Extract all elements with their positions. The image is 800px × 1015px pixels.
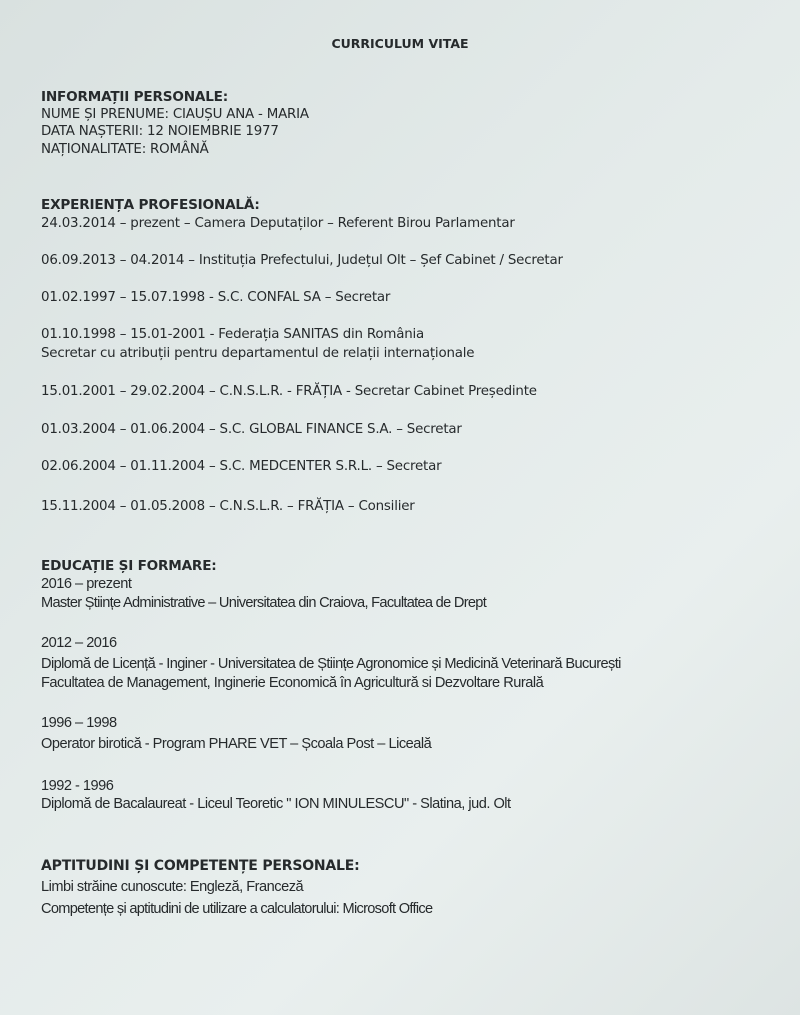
experience-line: 01.10.1998 – 15.01-2001 - Federația SANITAS din România — [41, 327, 425, 342]
education-line: 2012 – 2016 — [41, 635, 117, 651]
experience-line: 15.11.2004 – 01.05.2008 – C.N.S.L.R. – FRĂȚIA – Consilier — [41, 499, 415, 514]
education-line: Diplomă de Licență - Inginer - Universitatea de Științe Agronomice și Medicină Veterinară București — [41, 656, 621, 672]
document-title: CURRICULUM VITAE — [331, 36, 469, 51]
experience-line: 02.06.2004 – 01.11.2004 – S.C. MEDCENTER S.R.L. – Secretar — [41, 459, 442, 474]
experience-line: 01.03.2004 – 01.06.2004 – S.C. GLOBAL FINANCE S.A. – Secretar — [41, 422, 462, 437]
education-line: Diplomă de Bacalaureat - Liceul Teoretic " ION MINULESCU" - Slatina, jud. Olt — [41, 796, 511, 812]
experience-line: Secretar cu atribuții pentru departamentul de relații internaționale — [41, 346, 475, 361]
personal-nationality: NAȚIONALITATE: ROMÂNĂ — [41, 142, 209, 157]
skills-line: Competențe și aptitudini de utilizare a calculatorului: Microsoft Office — [41, 901, 433, 917]
education-line: 2016 – prezent — [41, 576, 132, 592]
education-line: 1992 - 1996 — [41, 778, 114, 794]
section-heading-education: EDUCAȚIE ȘI FORMARE: — [41, 558, 217, 574]
experience-line: 01.02.1997 – 15.07.1998 - S.C. CONFAL SA – Secretar — [41, 290, 391, 305]
skills-line: Limbi străine cunoscute: Engleză, Franceză — [41, 879, 304, 895]
section-heading-experience: EXPERIENȚA PROFESIONALĂ: — [41, 197, 260, 213]
section-heading-skills: APTITUDINI ȘI COMPETENȚE PERSONALE: — [41, 858, 360, 874]
education-line: Operator birotică - Program PHARE VET – Școala Post – Liceală — [41, 736, 432, 752]
section-heading-personal: INFORMAȚII PERSONALE: — [41, 89, 229, 105]
education-line: Master Științe Administrative – Universitatea din Craiova, Facultatea de Drept — [41, 595, 487, 611]
personal-name: NUME ȘI PRENUME: CIAUȘU ANA - MARIA — [41, 107, 309, 122]
experience-line: 06.09.2013 – 04.2014 – Instituția Prefectului, Județul Olt – Șef Cabinet / Secretar — [41, 253, 563, 268]
education-line: 1996 – 1998 — [41, 715, 117, 731]
personal-birthdate: DATA NAȘTERII: 12 NOIEMBRIE 1977 — [41, 124, 279, 139]
experience-line: 24.03.2014 – prezent – Camera Deputaților – Referent Birou Parlamentar — [41, 216, 515, 231]
experience-line: 15.01.2001 – 29.02.2004 – C.N.S.L.R. - FRĂȚIA - Secretar Cabinet Președinte — [41, 384, 537, 399]
education-line: Facultatea de Management, Inginerie Economică în Agricultură si Dezvoltare Rurală — [41, 675, 544, 691]
